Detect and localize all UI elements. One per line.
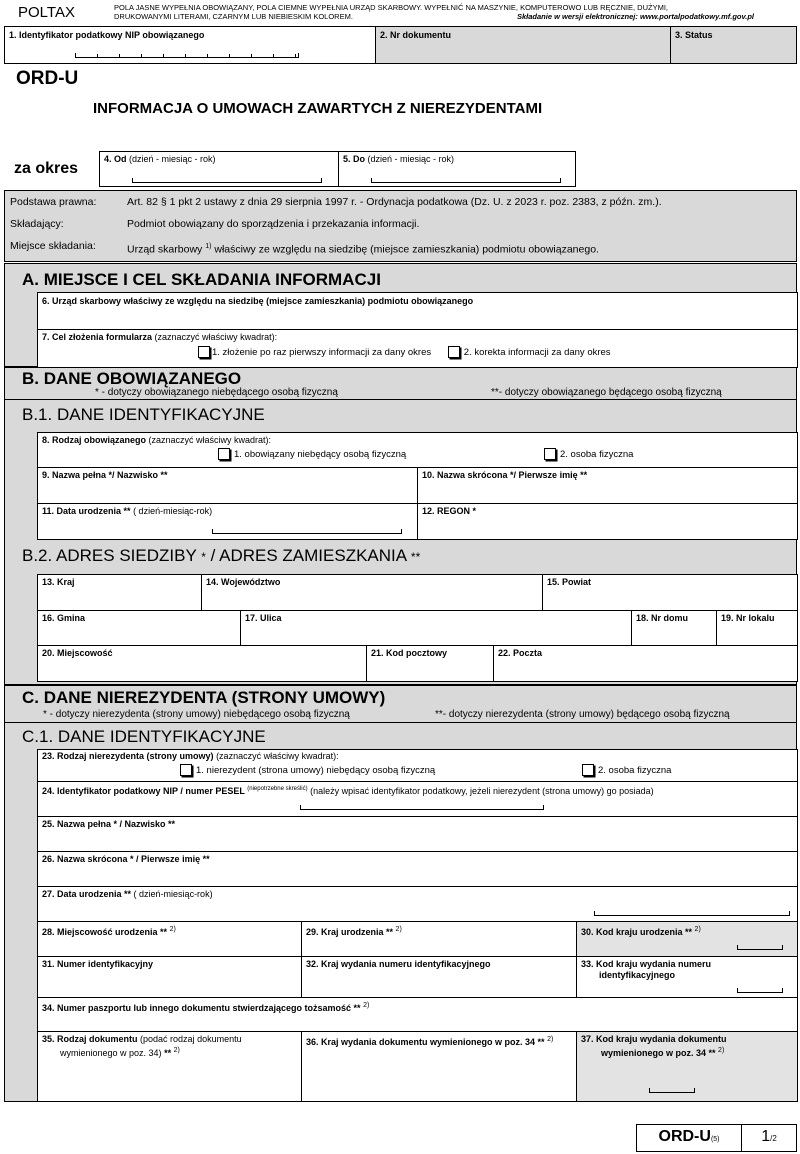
field-30 [576,921,798,957]
nonresident-natural-label: 2. osoba fizyczna [598,765,672,776]
footer-form-code [636,1124,742,1152]
place-footnote: 1) [205,243,212,250]
footnote-2: 2) [173,1047,180,1054]
field-26[interactable] [37,851,798,887]
section-b-note-natural: **- dotyczy obowiązanego będącego osobą fizyczną [491,387,722,398]
field-32[interactable] [301,956,577,998]
field-14-label: 14. Województwo [206,577,281,587]
field-37-label [581,1034,797,1059]
section-b-title: B. DANE OBOWIĄZANEGO [22,369,242,388]
field-26-label: 26. Nazwa skrócona * / Pierwsze imię ** [42,854,210,864]
fill-note-line1: POLA JASNE WYPEŁNIA OBOWIĄZANY, POLA CIEMNE WYPEŁNIA URZĄD SKARBOWY. WYPEŁNIĆ NA MASZYNIE, KOMPUTEROWO LUB RĘCZNIE, DUŻYMI, [114,3,669,12]
checkbox-non-natural[interactable] [218,448,230,460]
footnote-2: 2) [169,926,176,933]
place-text-a: Urząd skarbowy [127,243,203,256]
field-7-label [42,332,797,343]
field-13[interactable] [37,574,202,611]
page-number [741,1124,797,1152]
footnote-2: 2) [363,1002,370,1009]
field-30-title: 30. Kod kraju urodzenia ** [581,927,693,937]
footer-code: ORD-U [658,1128,711,1145]
field-20-label: 20. Miejscowość [42,648,113,658]
section-c-note-legal: * - dotyczy nierezydenta (strony umowy) niebędącego osobą fizyczną [43,709,350,720]
field-16-label: 16. Gmina [42,613,86,623]
field-36[interactable] [301,1031,577,1102]
footnote-2: 2) [694,926,701,933]
nip-label: 1. Identyfikator podatkowy NIP obowiązanego [9,30,205,40]
field-11-hint: ( dzień-miesiąc-rok) [133,506,213,516]
page-current: 1 [761,1128,771,1145]
form-title: INFORMACJA O UMOWACH ZAWARTYCH Z NIEREZYDENTAMI [93,100,543,117]
natural-person-label: 2. osoba fizyczna [560,449,634,460]
field-21-label: 21. Kod pocztowy [371,648,448,658]
first-submission-label: 1. złożenie po raz pierwszy informacji za dany okres [212,347,432,358]
fill-instructions [114,3,794,21]
field-28-label [42,924,301,938]
field-15-label: 15. Powiat [547,577,592,587]
checkbox-natural-person[interactable] [544,448,556,460]
field-11[interactable] [37,503,418,540]
period-from-hint: (dzień - miesiąc - rok) [129,154,216,164]
field-36-label [306,1034,576,1048]
field-11-label [42,506,417,517]
period-to-field[interactable] [338,151,576,187]
page-total: /2 [770,1134,777,1143]
form-code: ORD-U [16,68,79,89]
field-10-label: 10. Nazwa skrócona */ Pierwsze imię ** [422,470,588,480]
section-a-title: A. MIEJSCE I CEL SKŁADANIA INFORMACJI [22,270,381,289]
section-c-note-natural: **- dotyczy nierezydenta (strony umowy) będącego osobą fizyczną [435,709,730,720]
field-7-title: 7. Cel złożenia formularza [42,332,153,342]
field-28[interactable] [37,921,302,957]
field-31-label: 31. Numer identyfikacyjny [42,959,154,969]
field-23-hint: (zaznaczyć właściwy kwadrat): [216,751,339,761]
fill-note-line2: DRUKOWANYMI LITERAMI, CZARNYM LUB NIEBIESKIM KOLOREM. [114,12,353,21]
field-22-label: 22. Poczta [498,648,543,658]
field-33[interactable] [576,956,798,998]
field-37 [576,1031,798,1102]
field-8-label [42,435,797,446]
field-12-label: 12. REGON * [422,506,477,516]
field-27-hint: ( dzień-miesiąc-rok) [133,889,213,899]
field-23-title: 23. Rodzaj nierezydenta (strony umowy) [42,751,214,761]
field-10[interactable] [417,467,798,504]
correction-label: 2. korekta informacji za dany okres [463,347,611,358]
field-37-line2: wymienionego w poz. 34 ** [601,1048,716,1058]
field-35-label [42,1034,301,1059]
nip-boxes [75,53,299,58]
field-31[interactable] [37,956,302,998]
field-34[interactable] [37,997,798,1032]
nonresident-legal-label: 1. nierezydent (strona umowy) niebędący osobą fizyczną [196,765,436,776]
b2-title [22,546,420,567]
nip-field[interactable] [4,26,376,64]
footnote-2: 2) [718,1047,725,1054]
basis-label: Podstawa prawna: [10,196,97,208]
electronic-note: Składanie w wersji elektronicznej: www.portalpodatkowy.mf.gov.pl [517,12,754,21]
field-36-title: 36. Kraj wydania dokumentu wymienionego w poz. 34 ** [306,1037,545,1047]
field-18-label: 18. Nr domu [636,613,689,623]
nonresident-birthdate-boxes [594,911,790,916]
field-37-line1: 37. Kod kraju wydania dokumentu [581,1034,727,1044]
section-a [4,263,797,367]
field-9-label: 9. Nazwa pełna */ Nazwisko ** [42,470,168,480]
field-12[interactable] [417,503,798,540]
filer-text: Podmiot obowiązany do sporządzenia i przekazania informacji. [127,218,420,230]
tax-id-boxes [300,805,544,810]
period-from-num: 4. Od [104,154,127,164]
field-27-title: 27. Data urodzenia ** [42,889,132,899]
poltax-logo: POLTAX [18,4,75,21]
field-7 [37,329,798,368]
place-text [127,240,599,257]
field-24-title: 24. Identyfikator podatkowy NIP / numer PESEL [42,786,245,796]
place-label: Miejsce składania: [10,240,96,252]
section-c [4,685,797,1102]
period-to-hint: (dzień - miesiąc - rok) [367,154,455,164]
period-to-num: 5. Do [343,154,366,164]
field-9[interactable] [37,467,418,504]
field-17-label: 17. Ulica [245,613,282,623]
period-from-boxes [132,178,322,183]
doc-number-label: 2. Nr dokumentu [380,30,452,40]
field-33-line1: 33. Kod kraju wydania numeru [581,959,712,969]
field-35[interactable] [37,1031,302,1102]
period-from-label [104,154,338,165]
field-7-hint: (zaznaczyć właściwy kwadrat): [154,332,278,342]
checkbox-first-submission[interactable] [198,346,210,358]
section-c-title: C. DANE NIEREZYDENTA (STRONY UMOWY) [22,688,386,707]
status-field [670,26,797,64]
field-8 [37,432,798,468]
field-20[interactable] [37,645,367,682]
field-8-hint: (zaznaczyć właściwy kwadrat): [148,435,272,445]
field-23-label [42,751,797,762]
field-6[interactable] [37,292,798,330]
field-35-title: 35. Rodzaj dokumentu [42,1034,138,1044]
field-35-hint-a: (podać rodzaj dokumentu [140,1034,242,1044]
footer-version: (5) [710,1136,720,1143]
section-b-note-legal: * - dotyczy obowiązanego niebędącego osobą fizyczną [95,387,338,398]
section-b [4,367,797,685]
filer-label: Składający: [10,218,64,230]
checkbox-nonresident-legal[interactable] [180,764,192,776]
field-8-title: 8. Rodzaj obowiązanego [42,435,147,445]
field-29-label [306,924,576,938]
field-24-hint: (należy wpisać identyfikator podatkowy, jeżeli nierezydent (strona umowy) go posiada) [310,786,654,796]
b2-title-b: / ADRES ZAMIESZKANIA [210,546,407,565]
field-27-label [42,889,797,900]
checkbox-nonresident-natural[interactable] [582,764,594,776]
field-17[interactable] [240,610,632,646]
field-22[interactable] [493,645,798,682]
field-13-label: 13. Kraj [42,577,75,587]
b2-title-a: B.2. ADRES SIEDZIBY [22,546,197,565]
field-18[interactable] [631,610,717,646]
b1-title: B.1. DANE IDENTYFIKACYJNE [22,405,265,424]
field-6-label: 6. Urząd skarbowy właściwy ze względu na siedzibę (miejsce zamieszkania) podmiotu obowiązanego [42,296,474,306]
field-19[interactable] [716,610,798,646]
field-32-label: 32. Kraj wydania numeru identyfikacyjnego [306,959,491,969]
field-25[interactable] [37,816,798,852]
field-24[interactable] [37,781,798,817]
field-33-line2: identyfikacyjnego [599,970,676,980]
field-19-label: 19. Nr lokalu [721,613,775,623]
footnote-2: 2) [395,926,402,933]
basis-text: Art. 82 § 1 pkt 2 ustawy z dnia 29 sierpnia 1997 r. - Ordynacja podatkowa (Dz. U. z 2023 r. poz. 2383, z późn. zm.). [127,196,662,208]
field-11-title: 11. Data urodzenia ** [42,506,131,516]
b2-star-1: * [201,550,206,564]
field-24-label [42,784,797,797]
non-natural-label: 1. obowiązany niebędący osobą fizyczną [234,449,407,460]
field-25-label: 25. Nazwa pełna * / Nazwisko ** [42,819,176,829]
field-28-title: 28. Miejscowość urodzenia ** [42,927,168,937]
field-33-label [581,959,797,981]
c1-title: C.1. DANE IDENTYFIKACYJNE [22,727,266,746]
b2-star-2: ** [410,550,421,564]
field-16[interactable] [37,610,241,646]
field-15[interactable] [542,574,798,611]
legal-basis-box [4,190,797,262]
field-24-note: (niepotrzebne skreślić) [247,786,308,792]
field-29-title: 29. Kraj urodzenia ** [306,927,394,937]
field-35-hint-b: wymienionego w poz. 34) [60,1048,162,1058]
place-text-b: właściwy ze względu na siedzibę (miejsce zamieszkania) podmiotu obowiązanego. [214,243,599,256]
field-29[interactable] [301,921,577,957]
field-34-title: 34. Numer paszportu lub innego dokumentu stwierdzającego tożsamość ** [42,1003,361,1013]
birthdate-boxes [212,529,402,534]
period-from-field[interactable] [99,151,339,187]
field-23 [37,749,798,782]
footnote-2: 2) [547,1036,554,1043]
period-label: za okres [14,160,79,177]
field-14[interactable] [201,574,543,611]
field-30-label [581,924,797,938]
period-to-boxes [371,178,561,183]
field-34-label [42,1000,797,1014]
status-label: 3. Status [675,30,713,40]
doc-number-field [375,26,671,64]
field-27[interactable] [37,886,798,922]
checkbox-correction[interactable] [448,346,460,358]
field-35-star: ** [164,1048,172,1058]
field-21[interactable] [366,645,494,682]
period-to-label [343,154,575,165]
